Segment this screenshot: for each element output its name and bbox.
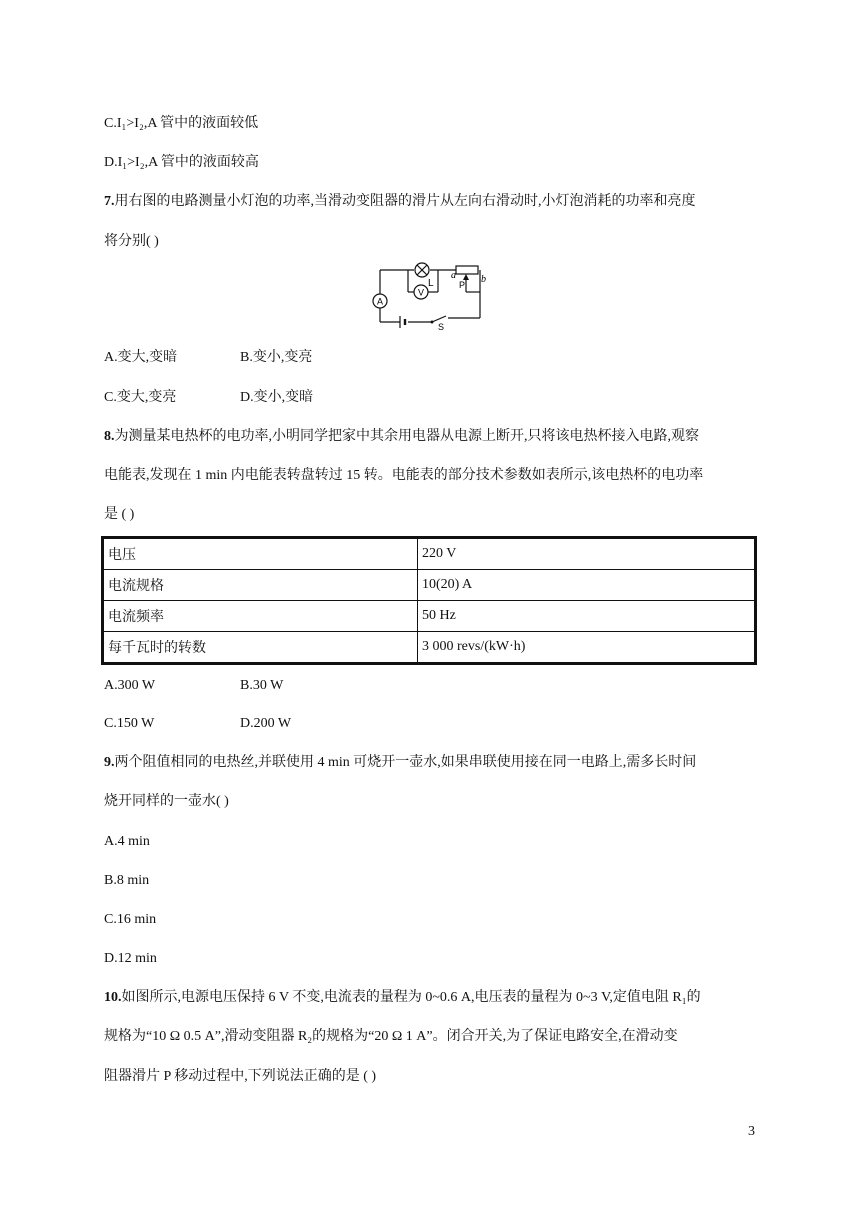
table-cell: 电压	[103, 538, 418, 570]
q7-option-a: A.变大,变暗	[104, 350, 178, 365]
q8-number: 8.	[104, 429, 115, 444]
q9-text1: 两个阻值相同的电热丝,并联使用 4 min 可烧开一壶水,如果串联使用接在同一电路上,需多长时间	[114, 755, 697, 770]
q9-option-c: C.16 min	[104, 912, 157, 927]
q8-text1: 为测量某电热杯的电功率,小明同学把家中其余用电器从电源上断开,只将该电热杯接入电路,观察	[114, 429, 699, 444]
q10-number: 10.	[104, 990, 122, 1005]
q7-option-d: D.变小,变暗	[240, 390, 314, 405]
lamp-icon	[415, 263, 429, 277]
q7-options-row1	[104, 348, 177, 368]
q7-text1: 用右图的电路测量小灯泡的功率,当滑动变阻器的滑片从左向右滑动时,小灯泡消耗的功率和亮度	[114, 194, 696, 209]
q9-option-b: B.8 min	[104, 873, 150, 888]
meter-spec-table	[101, 536, 757, 665]
slider-label: P	[459, 280, 466, 290]
q8-stem-line1	[104, 427, 699, 447]
table-row	[103, 570, 756, 601]
q9-option-d: D.12 min	[104, 951, 157, 966]
q10-text3: 阻器滑片 P 移动过程中,下列说法正确的是 ( )	[104, 1069, 377, 1084]
q6-option-d: D.I₁>I₂,A 管中的液面较高	[104, 155, 259, 170]
table-cell: 10(20) A	[418, 570, 756, 601]
voltmeter-label: V	[417, 287, 425, 298]
ammeter-label: A	[376, 296, 384, 307]
q8-option-d: D.200 W	[240, 716, 292, 731]
q9-stem-line1	[104, 753, 696, 773]
q7-number: 7.	[104, 194, 115, 209]
table-row	[103, 601, 756, 632]
q10-stem-line1	[104, 988, 701, 1008]
table-cell: 50 Hz	[418, 601, 756, 632]
end-b-label: b	[481, 274, 486, 285]
q9-number: 9.	[104, 755, 115, 770]
q7-circuit-diagram	[372, 262, 492, 330]
table-cell: 电流规格	[103, 570, 418, 601]
q9-option-a: A.4 min	[104, 834, 150, 849]
q8-text2: 电能表,发现在 1 min 内电能表转盘转过 15 转。电能表的部分技术参数如表所示,该电热杯的电功率	[104, 468, 704, 483]
ammeter-icon	[373, 294, 387, 308]
table-row	[103, 538, 756, 570]
q7-stem-line1	[104, 192, 696, 212]
switch-label: S	[438, 322, 445, 330]
table-cell: 3 000 revs/(kW·h)	[418, 632, 756, 664]
q7-option-b: B.变小,变亮	[240, 350, 313, 365]
q7-text2: 将分别( )	[104, 234, 159, 249]
q8-option-c: C.150 W	[104, 716, 155, 731]
page-number: 3	[748, 1124, 755, 1139]
end-a-label: a	[451, 270, 456, 281]
lamp-label: L	[428, 278, 434, 289]
q8-option-b: B.30 W	[240, 678, 284, 693]
q7-option-c: C.变大,变亮	[104, 390, 177, 405]
q10-text1: 如图所示,电源电压保持 6 V 不变,电流表的量程为 0~0.6 A,电压表的量程为 0~3 V,定值电阻 R₁的	[121, 990, 701, 1005]
table-cell: 电流频率	[103, 601, 418, 632]
q8-option-a: A.300 W	[104, 678, 156, 693]
q9-text2: 烧开同样的一壶水( )	[104, 794, 229, 809]
q8-text3: 是 ( )	[104, 507, 135, 522]
battery-icon	[400, 316, 405, 328]
voltmeter-icon	[414, 285, 428, 299]
table-row	[103, 632, 756, 664]
table-cell: 每千瓦时的转数	[103, 632, 418, 664]
table-cell: 220 V	[418, 538, 756, 570]
q10-text2: 规格为“10 Ω 0.5 A”,滑动变阻器 R₂的规格为“20 Ω 1 A”。闭合开关,为了保证电路安全,在滑动变	[104, 1029, 678, 1044]
q6-option-c: C.I₁>I₂,A 管中的液面较低	[104, 116, 259, 131]
